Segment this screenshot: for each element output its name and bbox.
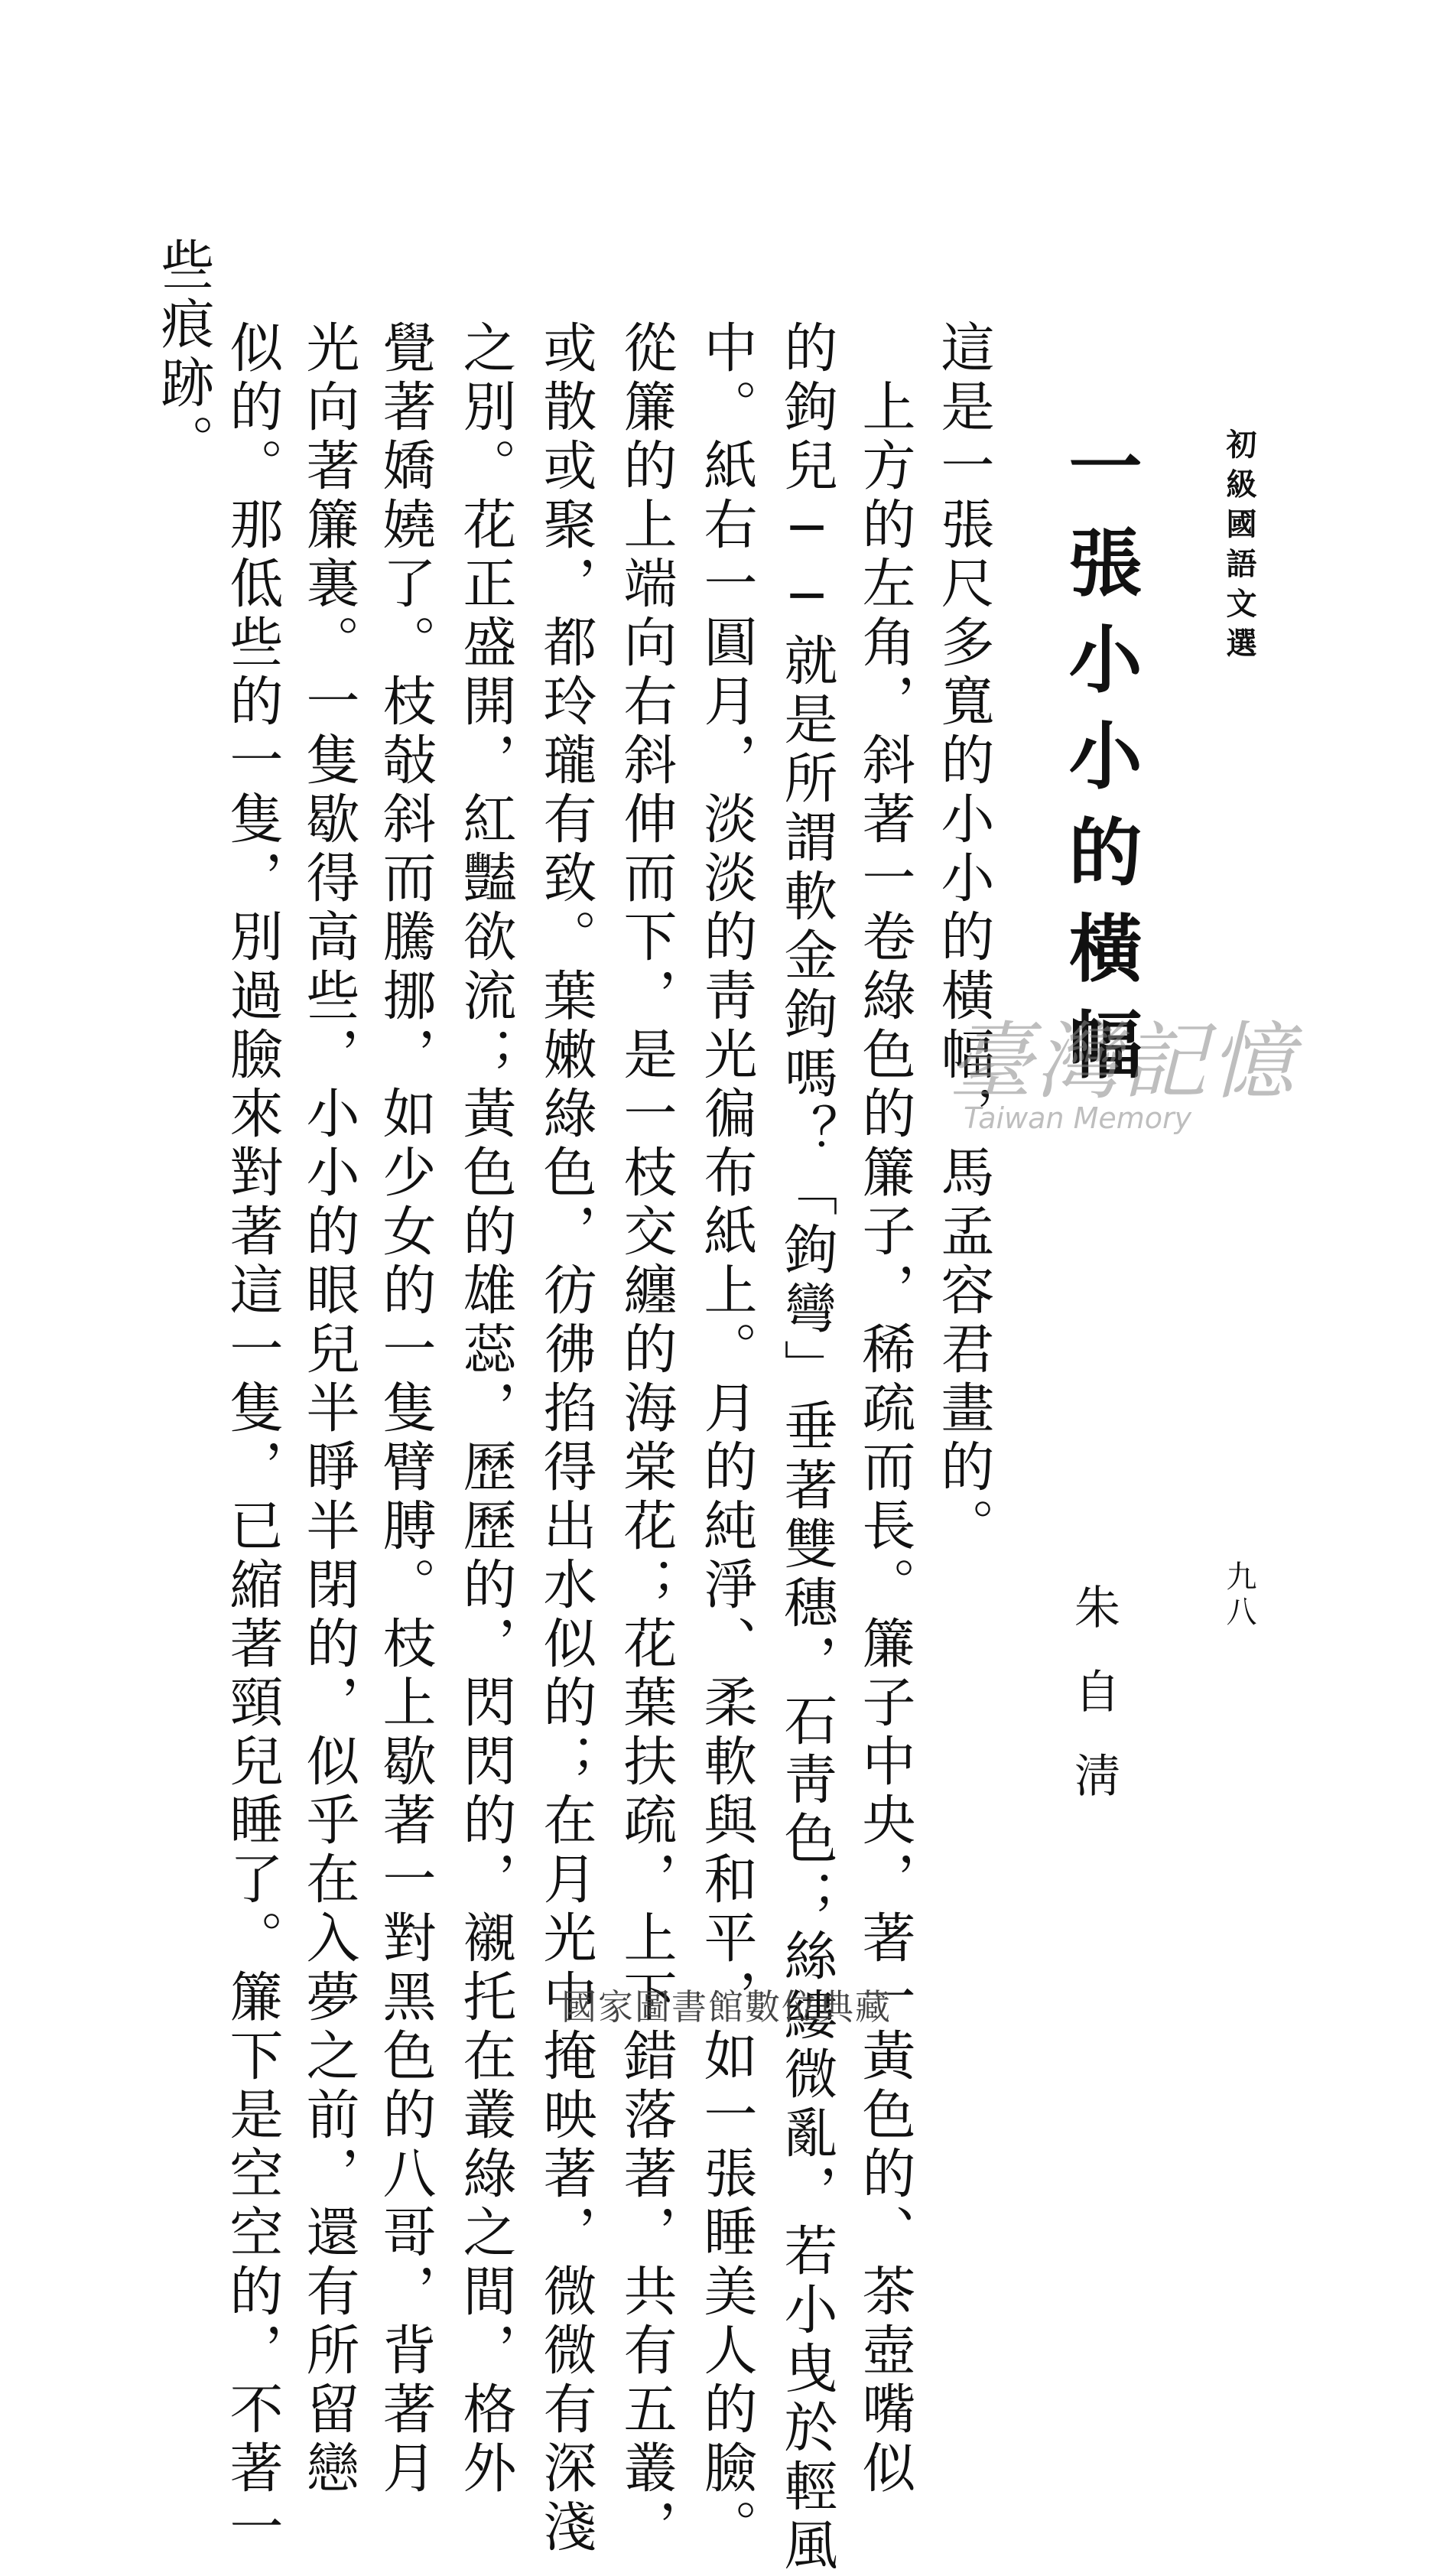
article-author: 朱自淸 xyxy=(1067,1583,1120,1836)
watermark-english: Taiwan Memory xyxy=(964,1101,1192,1135)
body-column: 之別。花正盛開，紅豔欲流；黃色的雄蕊，歷歷的，閃閃的，襯托在叢綠之間，格外 xyxy=(454,320,517,2499)
body-column: 從簾的上端向右斜伸而下，是一枝交纏的海棠花；花葉扶疏，上下錯落著，共有五叢， xyxy=(615,320,678,2558)
watermark-chinese: 臺灣記憶 xyxy=(948,1013,1297,1111)
running-header-book-title: 初級國語文選 xyxy=(1221,428,1257,667)
body-column: 光向著簾裏。一隻歇得高些，小小的眼兒半睜半閉的，似乎在入夢之前，還有所留戀 xyxy=(297,320,360,2499)
taiwan-memory-watermark xyxy=(948,994,1297,1147)
body-column: 些痕跡。 xyxy=(152,237,215,473)
body-column: 似的。那低些的一隻，別過臉來對著這一隻，已縮著頸兒睡了。簾下是空空的，不著一 xyxy=(221,320,284,2558)
body-column: 上方的左角，斜著一卷綠色的簾子，稀疏而長。簾子中央，著一黃色的、茶壺嘴似 xyxy=(853,379,916,2499)
footer-source-credit: 國家圖書館數位典藏 xyxy=(561,1986,892,2028)
body-column: 這是一張尺多寬的小小的橫幅，馬孟容君畫的。 xyxy=(932,320,995,1556)
body-column: 覺著嬌嬈了。枝敧斜而騰挪，如少女的一隻臂膊。枝上歇著一對黑色的八哥，背著月 xyxy=(374,320,437,2499)
body-column: 的鉤兒──就是所謂軟金鉤嗎？「鉤彎」垂著雙穗，石靑色；絲縷微亂，若小曳於輕風 xyxy=(775,320,838,2576)
page-number: 九八 xyxy=(1221,1560,1256,1631)
body-column: 中。紙右一圓月，淡淡的靑光徧布紙上。月的純淨、柔軟與和平，如一張睡美人的臉。 xyxy=(695,320,758,2558)
article-title: 一張小小的橫幅 xyxy=(1057,428,1143,1103)
body-column: 或散或聚，都玲瓏有致。葉嫩綠色，彷彿掐得出水似的；在月光中掩映著，微微有深淺 xyxy=(535,320,597,2558)
